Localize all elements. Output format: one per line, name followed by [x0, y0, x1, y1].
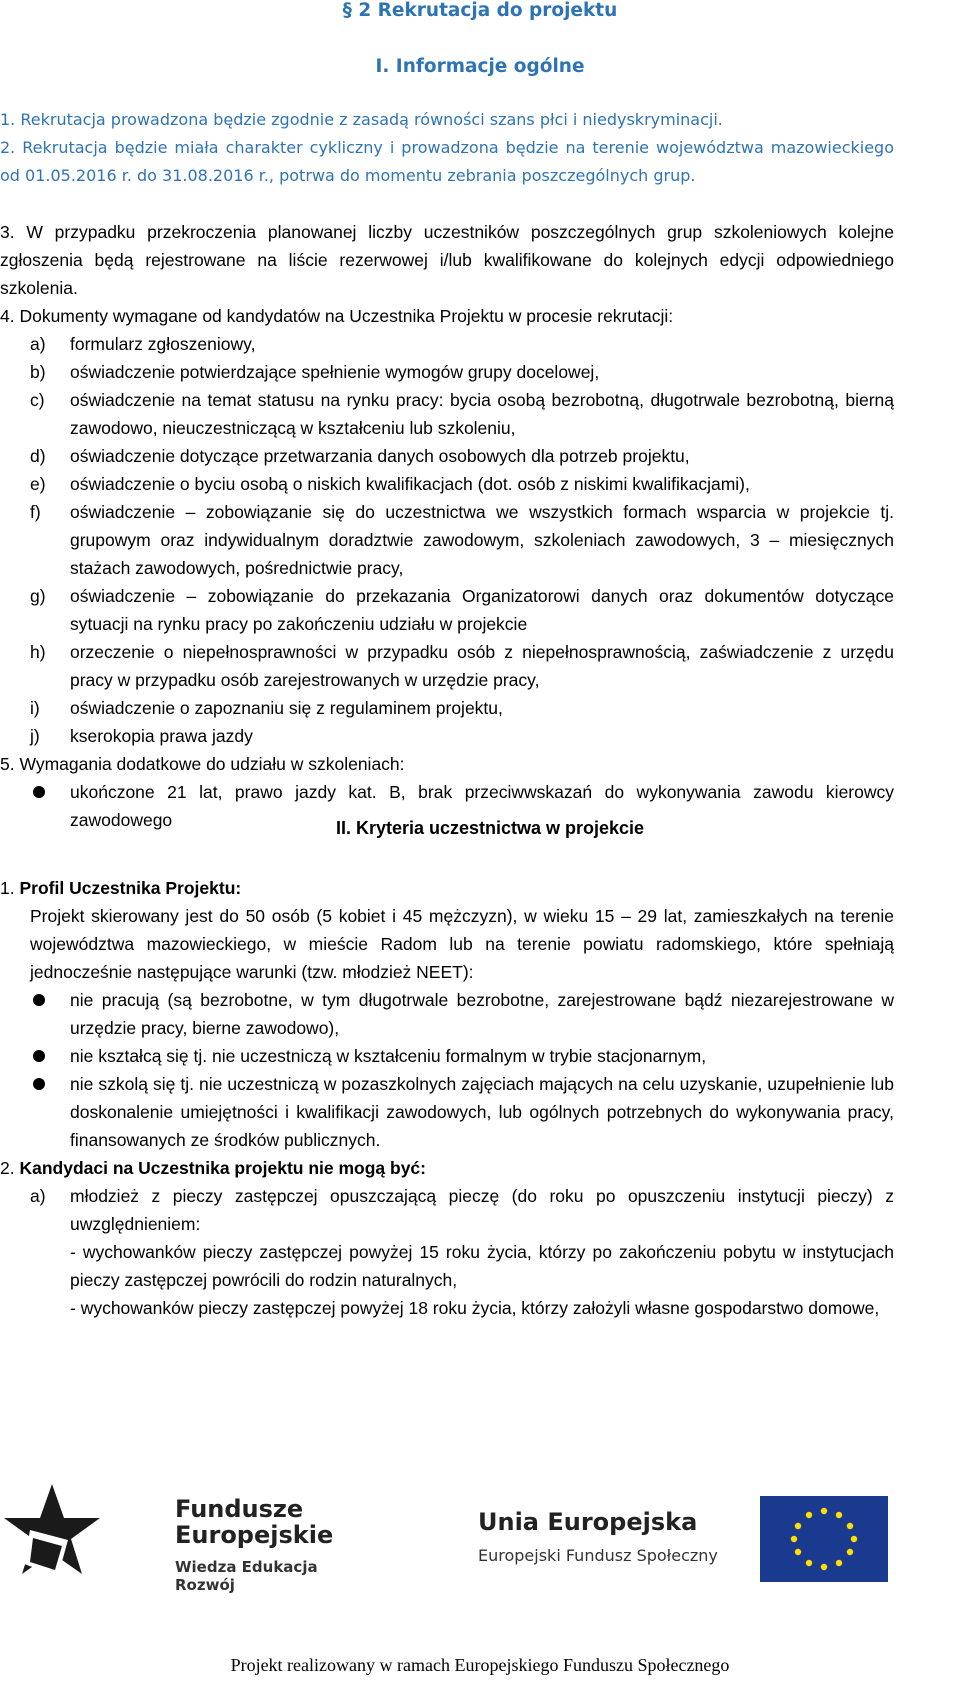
bullet-dot — [33, 1050, 45, 1062]
bullet-item: nie kształcą się tj. nie uczestniczą w kształceniu formalnym w trybie stacjonarnym, — [70, 1046, 707, 1066]
fe-subtitle: Wiedza Edukacja Rozwój — [175, 1558, 318, 1594]
bullet-dot — [33, 1078, 45, 1090]
paragraph-1: 1. Rekrutacja prowadzona będzie zgodnie z zasadą równości szans płci i niedyskryminacji. — [0, 110, 723, 129]
list-marker: a) — [30, 1186, 46, 1206]
fundusze-europejskie-logo — [0, 1478, 360, 1598]
fe-title-line2: Europejskie — [175, 1521, 334, 1549]
list-marker: c) — [30, 390, 45, 410]
fe-title-line1: Fundusze — [175, 1495, 304, 1523]
list-item: oświadczenie o byciu osobą o niskich kwalifikacjach (dot. osób z niskimi kwalifikacjami), — [70, 474, 750, 494]
bullet-item: ukończone 21 lat, prawo jazdy kat. B, brak przeciwwskazań do wykonywania zawodu kierowcy zawodowego — [70, 782, 894, 830]
criteria-2-heading — [0, 1154, 894, 1182]
bullet-dot — [33, 786, 45, 798]
criteria-1-heading — [0, 874, 894, 902]
criteria-1-number: 1. — [0, 878, 15, 898]
list-marker: i) — [30, 698, 40, 718]
section-II-title: II. Kryteria uczestnictwa w projekcie — [335, 818, 645, 838]
bullet-dot — [33, 994, 45, 1006]
ue-title: Unia Europejska — [478, 1508, 698, 1536]
list-item: oświadczenie – zobowiązanie do przekazania Organizatorowi danych oraz dokumentów dotyczące sytuacji na rynku pracy po zakończeniu udziału w projekcie — [70, 586, 894, 634]
paragraph-4: 4. Dokumenty wymagane od kandydatów na Uczestnika Projektu w procesie rekrutacji: — [0, 306, 674, 326]
bullet-item: nie szkolą się tj. nie uczestniczą w pozaszkolnych zajęciach mających na celu uzyskanie, uzupełnienie lub doskonalenie umiejętności i kwalifikacji zawodowych, lub ogólnych potrzebnych do wykonywania pracy, finansowanych ze środków publicznych. — [70, 1074, 894, 1150]
section-I-title: I. Informacje ogólne — [375, 56, 585, 77]
unia-europejska-logo — [470, 1478, 900, 1598]
list-item: kserokopia prawa jazdy — [70, 726, 253, 746]
list-marker: g) — [30, 586, 46, 606]
list-item: oświadczenie o zapoznaniu się z regulaminem projektu, — [70, 698, 503, 718]
list-marker: j) — [30, 726, 40, 746]
bullet-item: nie pracują (są bezrobotne, w tym długotrwale bezrobotne, zarejestrowane bądź niezarejestrowane w urzędzie pracy, bierne zawodowo), — [70, 990, 894, 1038]
paragraph-5: 5. Wymagania dodatkowe do udziału w szkoleniach: — [0, 754, 405, 774]
list-marker: e) — [30, 474, 46, 494]
list-item: oświadczenie potwierdzające spełnienie wymogów grupy docelowej, — [70, 362, 600, 382]
ue-subtitle: Europejski Fundusz Społeczny — [478, 1546, 718, 1565]
eu-flag-icon — [760, 1496, 888, 1582]
criteria-1-text: Projekt skierowany jest do 50 osób (5 kobiet i 45 mężczyzn), w wieku 15 – 29 lat, zamieszkałych na terenie województwa mazowieckiego, w mieście Radom lub na terenie powiatu radomskiego, które spełniają jednocześnie następujące warunki (tzw. młodzież NEET): — [30, 906, 894, 982]
section-title: § 2 Rekrutacja do projektu — [342, 0, 618, 21]
list-item: oświadczenie dotyczące przetwarzania danych osobowych dla potrzeb projektu, — [70, 446, 690, 466]
footer-text: Projekt realizowany w ramach Europejskiego Funduszu Społecznego — [230, 1655, 730, 1675]
list-marker: a) — [30, 334, 46, 354]
list-marker: b) — [30, 362, 46, 382]
logo-bar — [0, 1478, 960, 1608]
list-marker: f) — [30, 502, 41, 522]
paragraph-3: 3. W przypadku przekroczenia planowanej liczby uczestników poszczególnych grup szkoleniowych kolejne zgłoszenia będą rejestrowane na liście rezerwowej i/lub kwalifikowane do kolejnych edycji odpowiedniego szkolenia. — [0, 222, 894, 298]
list-item: orzeczenie o niepełnosprawności w przypadku osób z niepełnosprawnością, zaświadczenie z urzędu pracy w przypadku osób zarejestrowanych w urzędzie pracy, — [70, 642, 894, 690]
list-item: oświadczenie – zobowiązanie się do uczestnictwa we wszystkich formach wsparcia w projekcie tj. grupowym oraz indywidualnym doradztwie zawodowym, szkoleniach zawodowych, 3 – miesięcznych stażach zawodowych, pośrednictwie pracy, — [70, 502, 894, 578]
fe-star-icon — [4, 1484, 100, 1576]
list-item-detail: - wychowanków pieczy zastępczej powyżej 18 roku życia, którzy założyli własne gospodarstwo domowe, — [70, 1298, 880, 1318]
list-item: młodzież z pieczy zastępczej opuszczającą pieczę (do roku po opuszczeniu instytucji pieczy) z uwzględnieniem: — [70, 1186, 894, 1234]
paragraph-2: 2. Rekrutacja będzie miała charakter cykliczny i prowadzona będzie na terenie województwa mazowieckiego od 01.05.2016 r. do 31.08.2016 r., potrwa do momentu zebrania poszczególnych grup. — [0, 138, 894, 185]
list-item-detail: - wychowanków pieczy zastępczej powyżej 15 roku życia, którzy po zakończeniu pobytu w instytucjach pieczy zastępczej powrócili do rodzin naturalnych, — [70, 1242, 894, 1290]
list-marker: h) — [30, 642, 46, 662]
criteria-2-title: Kandydaci na Uczestnika projektu nie mogą być: — [19, 1158, 426, 1178]
criteria-1-title: Profil Uczestnika Projektu: — [19, 878, 242, 898]
list-item: oświadczenie na temat statusu na rynku pracy: bycia osobą bezrobotną, długotrwale bezrobotną, bierną zawodowo, nieuczestniczącą w kształceniu lub szkoleniu, — [70, 390, 894, 438]
list-marker: d) — [30, 446, 46, 466]
criteria-2-number: 2. — [0, 1158, 15, 1178]
list-item: formularz zgłoszeniowy, — [70, 334, 256, 354]
